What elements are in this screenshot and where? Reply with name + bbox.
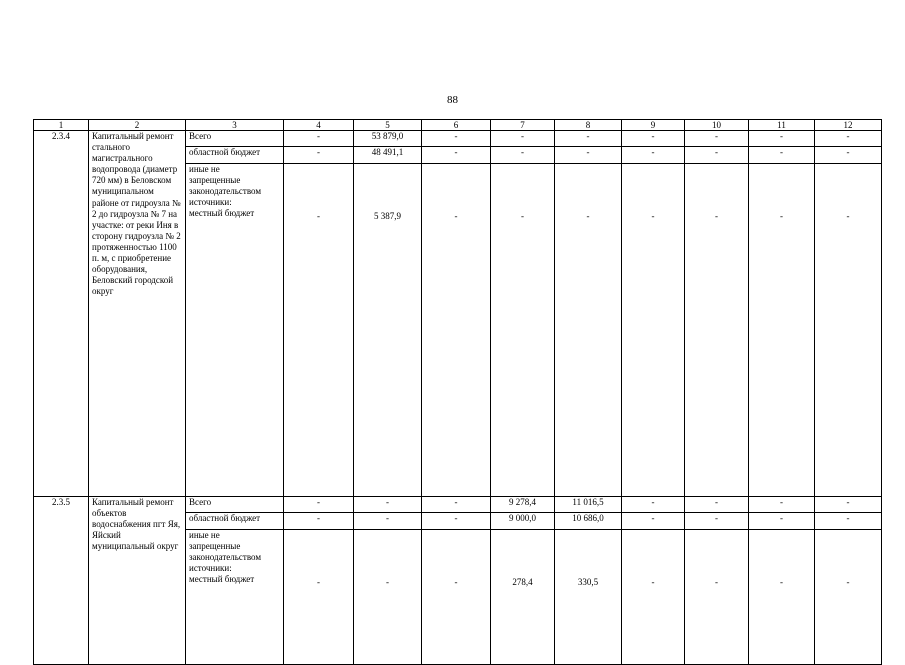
item-name: Капитальный ремонт объектов водоснабжения пгт Яя, Яйский муниципальный округ xyxy=(89,497,186,665)
table-cell: - xyxy=(749,497,815,513)
table-cell: - xyxy=(622,497,685,513)
table-cell: - xyxy=(685,530,749,665)
table-cell: - xyxy=(422,131,491,147)
table-cell: - xyxy=(491,147,555,164)
table-cell: - xyxy=(284,497,354,513)
table-cell: - xyxy=(555,164,622,497)
table-cell: 48 491,1 xyxy=(354,147,422,164)
table-cell: - xyxy=(354,530,422,665)
item-name: Капитальный ремонт стального магистрального водопровода (диаметр 720 мм) в Беловском муниципальном районе от гидроузла № 2 до гидроузла № 7 на участке: от реки Иня в сторону гидроузла № 2 протяженностью 1100 п. м, с приобретение оборудования, Беловский городской округ xyxy=(89,131,186,497)
table-cell: - xyxy=(284,530,354,665)
source-line: источники: xyxy=(189,563,232,573)
source-line: запрещенные xyxy=(189,541,241,551)
table-cell: 278,4 xyxy=(491,530,555,665)
column-header: 6 xyxy=(422,120,491,131)
funding-source xyxy=(186,530,284,665)
table-cell: 330,5 xyxy=(555,530,622,665)
funding-source xyxy=(186,164,284,497)
budget-table xyxy=(33,119,882,665)
table-cell: - xyxy=(749,164,815,497)
table-cell: - xyxy=(815,147,882,164)
table-cell: - xyxy=(685,164,749,497)
table-cell: - xyxy=(749,147,815,164)
table-cell: - xyxy=(284,147,354,164)
column-header: 7 xyxy=(491,120,555,131)
table-cell: - xyxy=(555,147,622,164)
table-cell: - xyxy=(354,497,422,513)
column-header: 11 xyxy=(749,120,815,131)
column-header: 1 xyxy=(34,120,89,131)
funding-source: Всего xyxy=(186,131,284,147)
source-line: иные не xyxy=(189,530,220,540)
table-cell: 9 278,4 xyxy=(491,497,555,513)
table-cell: - xyxy=(685,513,749,530)
table-cell: - xyxy=(622,164,685,497)
item-code: 2.3.5 xyxy=(34,497,89,665)
column-header: 5 xyxy=(354,120,422,131)
table-cell: - xyxy=(422,497,491,513)
table-cell: - xyxy=(815,530,882,665)
source-line: законодательством xyxy=(189,186,262,196)
table-cell: - xyxy=(815,164,882,497)
table-cell: - xyxy=(622,513,685,530)
source-line: местный бюджет xyxy=(189,208,255,218)
table-cell: - xyxy=(354,513,422,530)
table-cell: - xyxy=(422,513,491,530)
table-cell: - xyxy=(422,147,491,164)
column-number-row xyxy=(34,120,882,131)
column-header: 10 xyxy=(685,120,749,131)
column-header: 2 xyxy=(89,120,186,131)
table-cell: - xyxy=(815,131,882,147)
table-cell: - xyxy=(284,513,354,530)
item-code: 2.3.4 xyxy=(34,131,89,497)
table-cell: - xyxy=(491,131,555,147)
table-cell: - xyxy=(622,530,685,665)
source-line: иные не xyxy=(189,164,220,174)
table-cell: - xyxy=(815,513,882,530)
table-cell: - xyxy=(685,131,749,147)
page-number: 88 xyxy=(447,94,458,106)
source-line: источники: xyxy=(189,197,232,207)
source-line: запрещенные xyxy=(189,175,241,185)
table-cell: - xyxy=(685,497,749,513)
funding-source: Всего xyxy=(186,497,284,513)
source-line: законодательством xyxy=(189,552,262,562)
table-cell: 5 387,9 xyxy=(354,164,422,497)
table-cell: - xyxy=(422,530,491,665)
column-header: 3 xyxy=(186,120,284,131)
source-line: местный бюджет xyxy=(189,574,255,584)
table-cell: - xyxy=(749,131,815,147)
table-cell: 9 000,0 xyxy=(491,513,555,530)
table-cell: - xyxy=(491,164,555,497)
table-cell: 10 686,0 xyxy=(555,513,622,530)
table-cell: 53 879,0 xyxy=(354,131,422,147)
table-row xyxy=(34,497,882,513)
table-cell: - xyxy=(749,513,815,530)
table-cell: - xyxy=(815,497,882,513)
funding-source: областной бюджет xyxy=(186,147,284,164)
table-cell: - xyxy=(422,164,491,497)
table-cell: - xyxy=(685,147,749,164)
column-header: 8 xyxy=(555,120,622,131)
table-cell: 11 016,5 xyxy=(555,497,622,513)
table-cell: - xyxy=(749,530,815,665)
table-cell: - xyxy=(284,131,354,147)
table-cell: - xyxy=(555,131,622,147)
table-cell: - xyxy=(622,131,685,147)
column-header: 9 xyxy=(622,120,685,131)
column-header: 12 xyxy=(815,120,882,131)
funding-source: областной бюджет xyxy=(186,513,284,530)
table-cell: - xyxy=(622,147,685,164)
column-header: 4 xyxy=(284,120,354,131)
table-row xyxy=(34,131,882,147)
table-cell: - xyxy=(284,164,354,497)
